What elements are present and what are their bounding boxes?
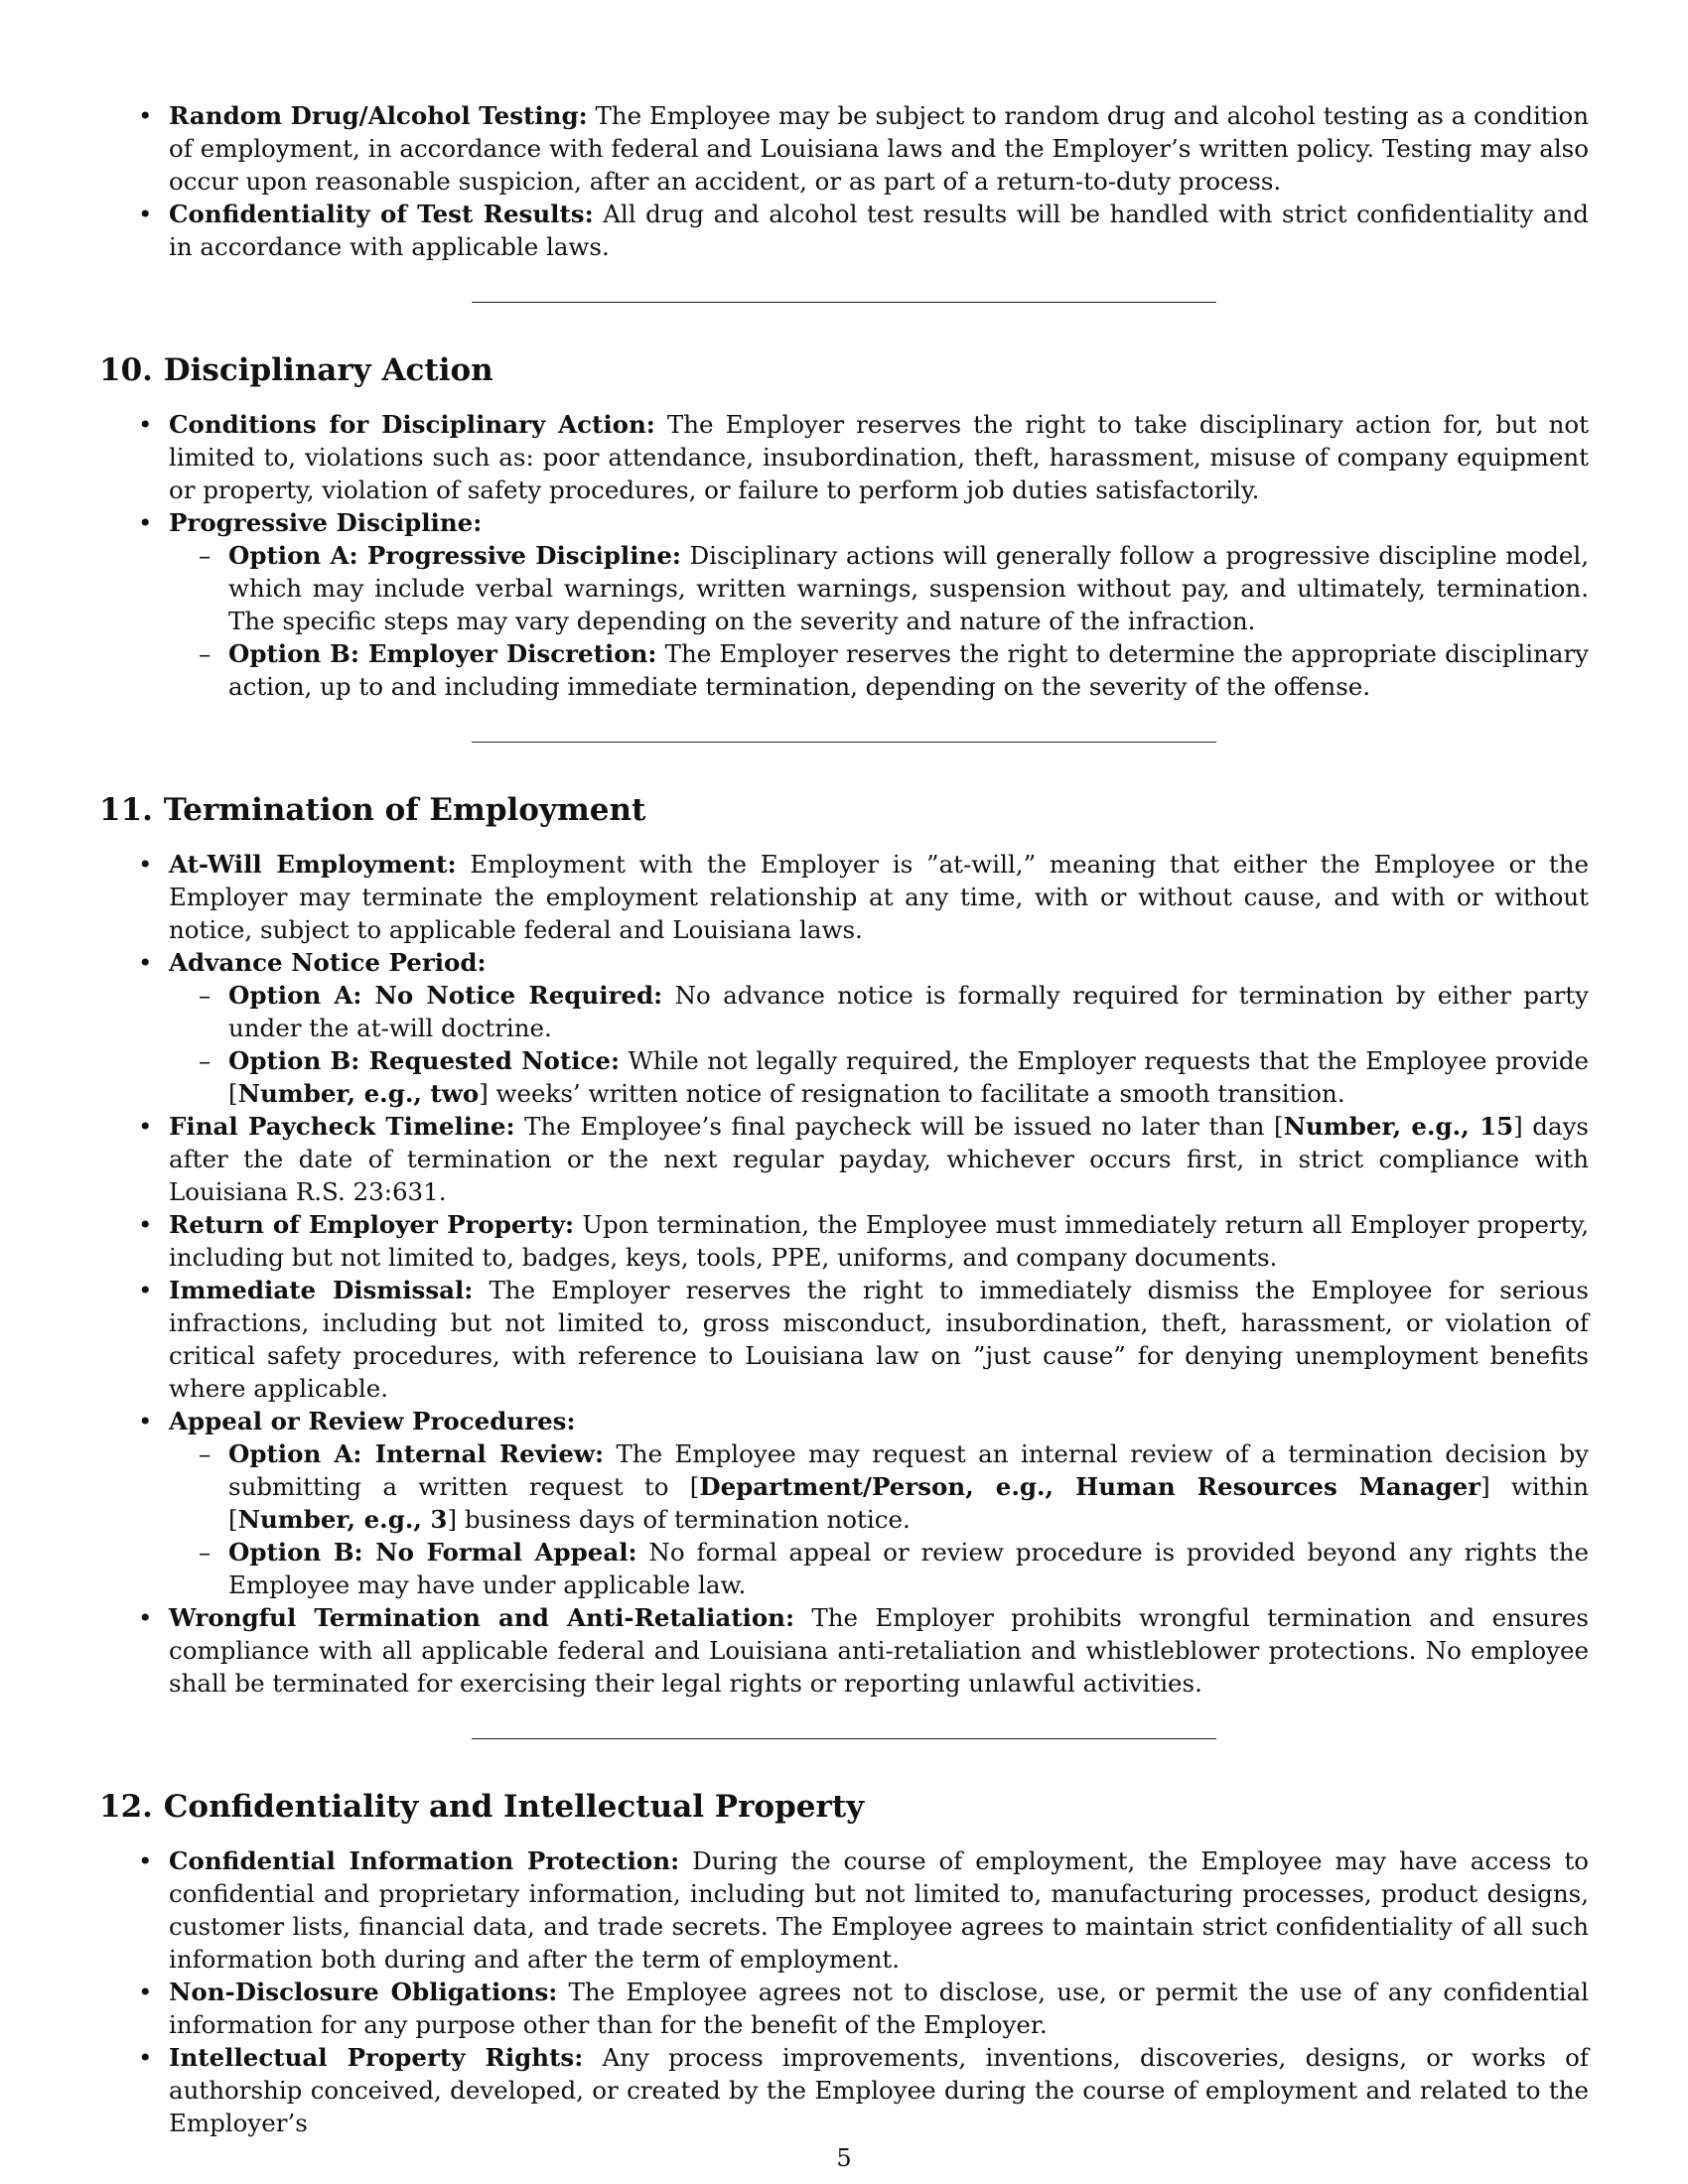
list-item: • At-Will Employment: Employment with the Employer is ”at-will,” meaning that either the Employee or the Employer may terminate the employment relationship at any time, with or without cause, and with or without notice, subject to applicable federal and Louisiana laws.: [169, 848, 1589, 946]
list-item: • Wrongful Termination and Anti-Retaliation: The Employer prohibits wrongful termination and ensures compliance with all applicable federal and Louisiana anti-retaliation and whistleblower protections. No employee shall be terminated for exercising their legal rights or reporting unlawful activities.: [169, 1601, 1589, 1700]
termination-list: [99, 848, 1589, 1700]
section-heading-12: 12. Confidentiality and Intellectual Property: [99, 1789, 865, 1825]
sub-list-item: – Option B: Employer Discretion: The Employer reserves the right to determine the appropriate disciplinary action, up to and including immediate termination, depending on the severity of the offense.: [228, 637, 1589, 703]
sub-list-item: – Option A: No Notice Required: No advance notice is formally required for termination by either party under the at-will doctrine.: [228, 979, 1589, 1044]
sub-list-item: – Option B: Requested Notice: While not legally required, the Employer requests that the Employee provide [Number, e.g., two] weeks’ written notice of resignation to facilitate a smooth transition.: [228, 1044, 1589, 1110]
section-heading-10: 10. Disciplinary Action: [99, 352, 493, 388]
section-heading-11: 11. Termination of Employment: [99, 792, 646, 828]
section-divider: [472, 302, 1216, 303]
list-item: • Progressive Discipline: – Option A: Progressive Discipline: Disciplinary actions will generally follow a progressive discipline model, which may include verbal warnings, written warnings, suspension without pay, and ultimately, termination. The specific steps may vary depending on the severity and nature of the infraction. – Option B: Employer Discretion: The Employer reserves the right to determine the appropriate disciplinary action, up to and including immediate termination, depending on the severity of the offense.: [169, 506, 1589, 703]
list-item: • Non-Disclosure Obligations: The Employee agrees not to disclose, use, or permit the use of any confidential information for any purpose other than for the benefit of the Employer.: [169, 1976, 1589, 2041]
list-item: • Random Drug/Alcohol Testing: The Employee may be subject to random drug and alcohol testing as a condition of employment, in accordance with federal and Louisiana laws and the Employer’s written policy. Testing may also occur upon reasonable suspicion, after an accident, or as part of a return-to-duty process.: [169, 99, 1589, 198]
sub-list-item: – Option B: No Formal Appeal: No formal appeal or review procedure is provided beyond any rights the Employee may have under applicable law.: [228, 1536, 1589, 1601]
list-item: • Intellectual Property Rights: Any process improvements, inventions, discoveries, designs, or works of authorship conceived, developed, or created by the Employee during the course of employment and related to the Employer’s: [169, 2041, 1589, 2139]
page-number: 5: [836, 2144, 852, 2172]
section-divider: [472, 1738, 1216, 1739]
list-item: • Confidential Information Protection: During the course of employment, the Employee may have access to confidential and proprietary information, including but not limited to, manufacturing processes, product designs, customer lists, financial data, and trade secrets. The Employee agrees to maintain strict confidentiality of all such information both during and after the term of employment.: [169, 1844, 1589, 1976]
list-item: • Final Paycheck Timeline: The Employee’s final paycheck will be issued no later than [Number, e.g., 15] days after the date of termination or the next regular payday, whichever occurs first, in strict compliance with Louisiana R.S. 23:631.: [169, 1110, 1589, 1208]
sub-list-item: – Option A: Progressive Discipline: Disciplinary actions will generally follow a progressive discipline model, which may include verbal warnings, written warnings, suspension without pay, and ultimately, termination. The specific steps may vary depending on the severity and nature of the infraction.: [228, 539, 1589, 637]
list-item: • Conditions for Disciplinary Action: The Employer reserves the right to take disciplinary action for, but not limited to, violations such as: poor attendance, insubordination, theft, harassment, misuse of company equipment or property, violation of safety procedures, or failure to perform job duties satisfactorily.: [169, 408, 1589, 506]
sub-list: [169, 1437, 1589, 1601]
disciplinary-list: [99, 408, 1589, 703]
list-item: • Appeal or Review Procedures: – Option A: Internal Review: The Employee may request an internal review of a termination decision by submitting a written request to [Department/Person, e.g., Human Resources Manager] within [Number, e.g., 3] business days of termination notice. – Option B: No Formal Appeal: No formal appeal or review procedure is provided beyond any rights the Employee may have under applicable law.: [169, 1405, 1589, 1601]
list-item: • Immediate Dismissal: The Employer reserves the right to immediately dismiss the Employee for serious infractions, including but not limited to, gross misconduct, insubordination, theft, harassment, or violation of critical safety procedures, with reference to Louisiana law on ”just cause” for denying unemployment benefits where applicable.: [169, 1274, 1589, 1405]
drug-testing-list: [99, 99, 1589, 263]
list-item: • Confidentiality of Test Results: All drug and alcohol test results will be handled with strict confidentiality and in accordance with applicable laws.: [169, 198, 1589, 263]
list-item: • Advance Notice Period: – Option A: No Notice Required: No advance notice is formally required for termination by either party under the at-will doctrine. – Option B: Requested Notice: While not legally required, the Employer requests that the Employee provide [Number, e.g., two] weeks’ written notice of resignation to facilitate a smooth transition.: [169, 946, 1589, 1110]
sub-list: [169, 539, 1589, 703]
sub-list: [169, 979, 1589, 1110]
confidentiality-list: [99, 1844, 1589, 2139]
list-item: • Return of Employer Property: Upon termination, the Employee must immediately return all Employer property, including but not limited to, badges, keys, tools, PPE, uniforms, and company documents.: [169, 1208, 1589, 1274]
section-divider: [472, 742, 1216, 743]
page-content: [99, 99, 1589, 2139]
sub-list-item: – Option A: Internal Review: The Employee may request an internal review of a termination decision by submitting a written request to [Department/Person, e.g., Human Resources Manager] within [Number, e.g., 3] business days of termination notice.: [228, 1437, 1589, 1536]
